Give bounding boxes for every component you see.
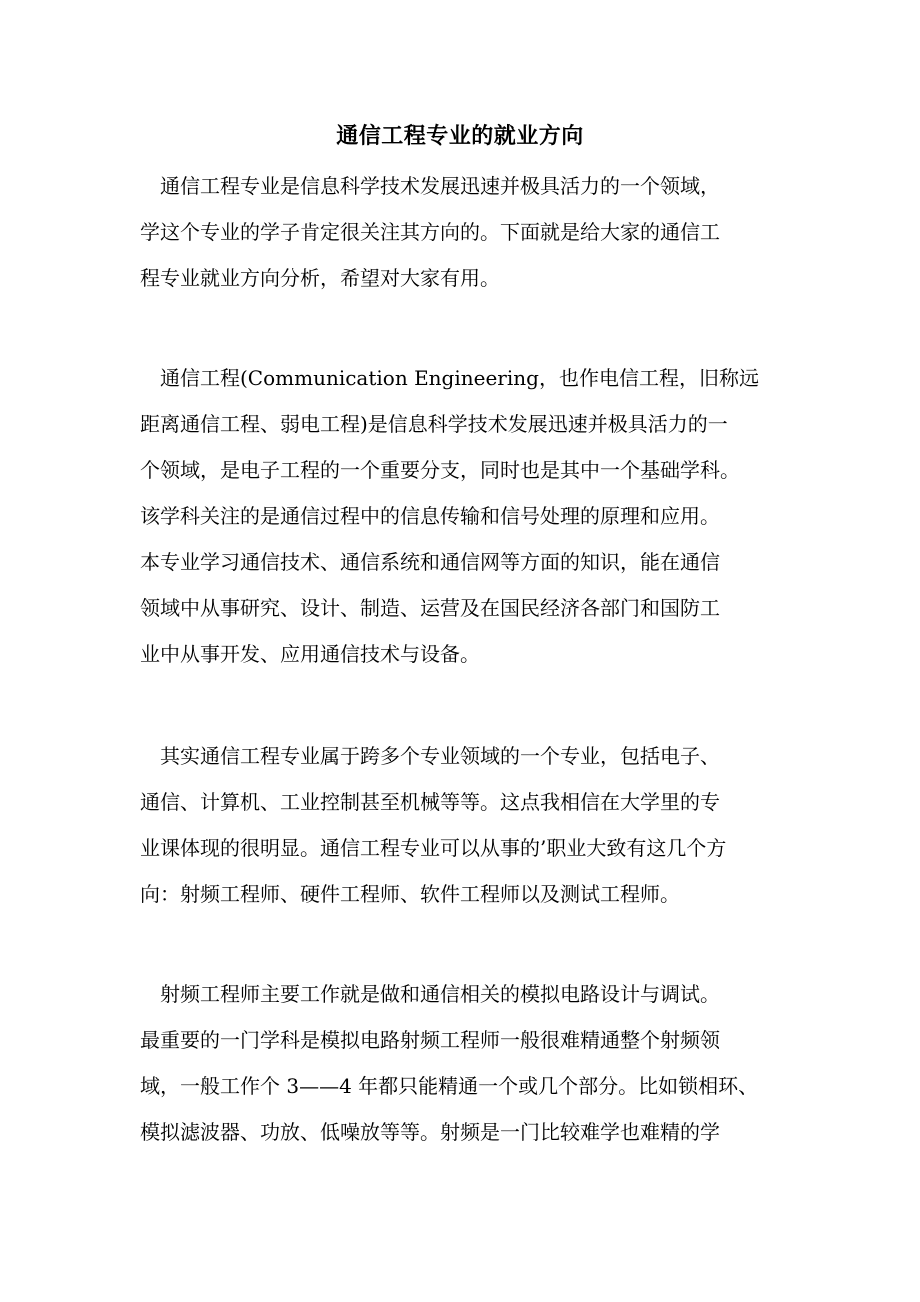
paragraph-3-line-2: 通信、计算机、工业控制甚至机械等等。这点我相信在大学里的专 <box>140 790 720 814</box>
paragraph-4-line-1: 射频工程师主要工作就是做和通信相关的模拟电路设计与调试。 <box>160 982 720 1006</box>
paragraph-3-line-4: 向：射频工程师、硬件工程师、软件工程师以及测试工程师。 <box>140 882 680 906</box>
paragraph-1-line-3: 程专业就业方向分析，希望对大家有用。 <box>140 266 500 290</box>
paragraph-2-line-3: 个领域，是电子工程的一个重要分支，同时也是其中一个基础学科。 <box>140 458 740 482</box>
paragraph-3-line-3: 业课体现的很明显。通信工程专业可以从事的’职业大致有这几个方 <box>140 836 727 860</box>
paragraph-4-line-2: 最重要的一门学科是模拟电路射频工程师一般很难精通整个射频领 <box>140 1028 720 1052</box>
paragraph-2-line-2: 距离通信工程、弱电工程)是信息科学技术发展迅速并极具活力的一 <box>140 412 728 436</box>
paragraph-2-line-7: 业中从事开发、应用通信技术与设备。 <box>140 642 480 666</box>
paragraph-3-line-1: 其实通信工程专业属于跨多个专业领域的一个专业，包括电子、 <box>160 744 720 768</box>
document-title: 通信工程专业的就业方向 <box>336 123 584 149</box>
paragraph-2-line-1: 通信工程(Communication Engineering，也作电信工程，旧称远 <box>160 366 759 390</box>
paragraph-4-line-4: 模拟滤波器、功放、低噪放等等。射频是一门比较难学也难精的学 <box>140 1120 720 1144</box>
paragraph-2-line-6: 领域中从事研究、设计、制造、运营及在国民经济各部门和国防工 <box>140 596 720 620</box>
paragraph-1-line-1: 通信工程专业是信息科学技术发展迅速并极具活力的一个领域， <box>160 174 720 198</box>
paragraph-2-line-5: 本专业学习通信技术、通信系统和通信网等方面的知识，能在通信 <box>140 550 720 574</box>
paragraph-2-line-4: 该学科关注的是通信过程中的信息传输和信号处理的原理和应用。 <box>140 504 720 528</box>
paragraph-1-line-2: 学这个专业的学子肯定很关注其方向的。下面就是给大家的通信工 <box>140 220 720 244</box>
paragraph-4-line-3: 域，一般工作个 3——4 年都只能精通一个或几个部分。比如锁相环、 <box>140 1074 759 1098</box>
